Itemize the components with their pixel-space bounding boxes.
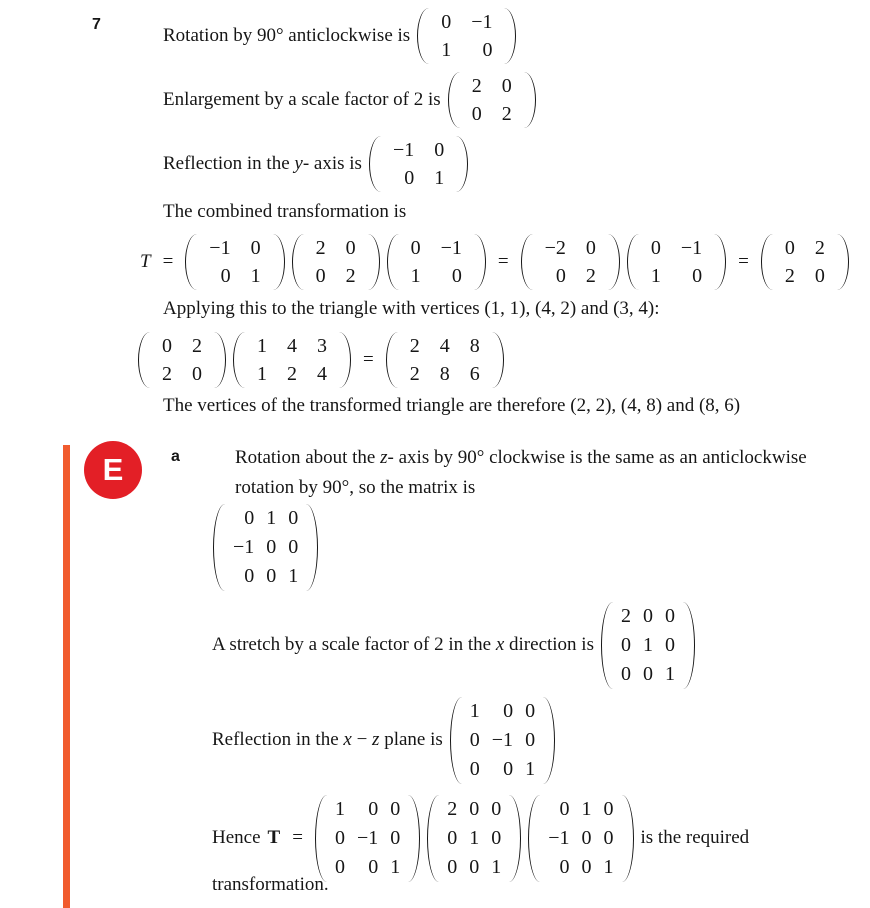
matrix-cell: 1	[491, 855, 502, 878]
part-a-line2: rotation by 90°, so the matrix is	[235, 477, 476, 498]
matrix-grid	[306, 234, 366, 290]
matrix-cell: 0	[664, 604, 675, 627]
matrix-cell: 0	[192, 363, 202, 385]
matrix-rotation-2d	[627, 234, 726, 290]
matrix-cell: 1	[650, 265, 661, 287]
matrix-cell: 1	[250, 265, 261, 287]
reflection-xz-line	[212, 694, 555, 786]
matrix-paren-left	[138, 332, 150, 388]
matrix-grid	[401, 234, 472, 290]
matrix-cell: 0	[315, 265, 326, 287]
matrix-cell: 1	[288, 564, 299, 587]
matrix-cell: 0	[482, 39, 493, 61]
example-badge: E	[84, 441, 142, 499]
matrix-paren-left	[528, 795, 540, 882]
matrix-cell: 2	[471, 75, 482, 97]
hence-tail-text: transformation.	[212, 874, 329, 895]
matrix-paren-right	[456, 136, 468, 192]
matrix-paren-left	[213, 504, 225, 591]
matrix-cell: 0	[501, 75, 512, 97]
enlargement-text: Enlargement by a scale factor of 2 is	[163, 89, 441, 110]
matrix-cell: 1	[469, 826, 480, 849]
rotation-2d-text: Rotation by 90° anticlockwise is	[163, 25, 411, 46]
matrix-cell: −1	[440, 237, 462, 259]
matrix-cell: 0	[404, 167, 415, 189]
matrix-cell: 0	[288, 535, 299, 558]
matrix-cell: −1	[491, 728, 514, 751]
matrix-cell: 1	[441, 39, 452, 61]
matrix-cell: 0	[288, 506, 299, 529]
matrix-cell: 0	[585, 237, 596, 259]
matrix-cell: 0	[469, 855, 480, 878]
matrix-cell: 1	[581, 797, 592, 820]
matrix-paren-right	[837, 234, 849, 290]
matrix-cell: −1	[209, 237, 231, 259]
matrix-cell: 0	[334, 855, 345, 878]
result-vertices-text: The vertices of the transformed triangle are therefore (2, 2), (4, 8) and (8, 6)	[163, 395, 741, 416]
matrix-cell: 0	[447, 826, 458, 849]
matrix-paren-right	[368, 234, 380, 290]
matrix-paren-left	[292, 234, 304, 290]
matrix-grid	[247, 332, 337, 388]
matrix-cell: −1	[471, 11, 493, 33]
matrix-cell: 0	[491, 797, 502, 820]
matrix-enlargement	[292, 234, 380, 290]
matrix-paren-left	[521, 234, 533, 290]
matrix-grid	[542, 795, 619, 882]
matrix-cell: 2	[409, 363, 420, 385]
matrix-cell: 1	[603, 855, 614, 878]
matrix-cell: 1	[525, 757, 536, 780]
matrix-cell: 0	[555, 265, 566, 287]
matrix-cell: 0	[471, 103, 482, 125]
matrix-cell: 2	[501, 103, 512, 125]
apply-equation	[138, 331, 504, 389]
stretch-line	[212, 599, 695, 691]
matrix-rotation-z	[213, 504, 318, 591]
matrix-cell: 1	[266, 506, 277, 529]
matrix-cell: 0	[244, 564, 255, 587]
matrix-cell: 0	[664, 633, 675, 656]
matrix-cell: 0	[525, 728, 536, 751]
part-a-line1: Rotation about the z- axis by 90° clockwise is the same as an anticlockwise	[235, 447, 807, 468]
matrix-paren-right	[683, 602, 695, 689]
combined-transformation-text: The combined transformation is	[163, 201, 407, 222]
matrix-grid	[199, 234, 270, 290]
matrix-paren-right	[504, 8, 516, 64]
matrix-intermediate-product	[521, 234, 620, 290]
matrix-cell: −1	[680, 237, 703, 259]
reflection-y-line	[163, 136, 468, 192]
matrix-paren-left	[627, 234, 639, 290]
matrix-cell: 0	[784, 237, 795, 259]
matrix-paren-right	[492, 332, 504, 388]
matrix-grid	[641, 234, 712, 290]
reflection-y-text: Reflection in the y- axis is	[163, 153, 362, 174]
matrix-cell: 0	[650, 237, 661, 259]
matrix-grid	[383, 136, 454, 192]
matrix-cell: 0	[603, 826, 614, 849]
matrix-cell: 2	[585, 265, 596, 287]
matrix-rotation-z	[528, 795, 633, 882]
matrix-cell: 0	[469, 797, 480, 820]
matrix-cell: 2	[814, 237, 825, 259]
equals-sign: =	[738, 251, 749, 272]
matrix-cell: 2	[409, 335, 420, 357]
matrix-cell: 0	[368, 797, 379, 820]
part-a-label: a	[171, 448, 180, 465]
matrix-cell: −1	[548, 826, 570, 849]
matrix-cell: 0	[559, 797, 570, 820]
matrix-cell: 1	[257, 363, 267, 385]
matrix-paren-right	[339, 332, 351, 388]
matrix-paren-right	[622, 795, 634, 882]
matrix-paren-left	[386, 332, 398, 388]
matrix-cell: 0	[620, 633, 631, 656]
matrix-cell: 0	[266, 535, 277, 558]
matrix-paren-right	[214, 332, 226, 388]
matrix-paren-left	[233, 332, 245, 388]
matrix-T-result	[138, 332, 226, 388]
matrix-cell: 0	[581, 826, 592, 849]
matrix-cell: 0	[503, 757, 514, 780]
matrix-cell: 2	[287, 363, 297, 385]
matrix-cell: 0	[220, 265, 231, 287]
matrix-cell: 0	[620, 662, 631, 685]
matrix-cell: 0	[525, 699, 536, 722]
matrix-cell: 2	[162, 363, 172, 385]
matrix-paren-left	[450, 697, 462, 784]
matrix-cell: 1	[390, 855, 401, 878]
T-symbol-bold: T	[267, 827, 281, 848]
matrix-reflection-y	[369, 136, 468, 192]
matrix-cell: 8	[439, 363, 450, 385]
matrix-paren-right	[509, 795, 521, 882]
matrix-grid	[431, 8, 502, 64]
matrix-cell: 0	[390, 826, 401, 849]
matrix-cell: 0	[642, 662, 653, 685]
matrix-T-result	[761, 234, 849, 290]
matrix-paren-left	[448, 72, 460, 128]
equals-sign: =	[292, 827, 303, 848]
matrix-rotation-2d	[387, 234, 486, 290]
hence-word: Hence	[212, 827, 261, 848]
matrix-cell: 2	[315, 237, 326, 259]
matrix-cell: 4	[439, 335, 450, 357]
example-section-rule	[63, 445, 70, 908]
matrix-grid	[227, 504, 304, 591]
matrix-cell: 0	[469, 757, 480, 780]
matrix-cell: 0	[447, 855, 458, 878]
matrix-cell: −1	[392, 139, 415, 161]
matrix-grid	[441, 795, 507, 882]
matrix-cell: 0	[250, 237, 261, 259]
matrix-grid	[462, 72, 522, 128]
matrix-reflection-y	[185, 234, 284, 290]
matrix-paren-left	[601, 602, 613, 689]
matrix-reflection-xz	[450, 697, 555, 784]
matrix-cell: 2	[192, 335, 202, 357]
matrix-cell: −1	[356, 826, 379, 849]
matrix-paren-left	[417, 8, 429, 64]
matrix-paren-left	[387, 234, 399, 290]
matrix-grid	[464, 697, 541, 784]
matrix-enlargement	[448, 72, 536, 128]
rotation-2d-line	[163, 8, 516, 64]
matrix-cell: 1	[257, 335, 267, 357]
matrix-paren-right	[306, 504, 318, 591]
matrix-cell: 0	[368, 855, 379, 878]
matrix-cell: 1	[469, 699, 480, 722]
stretch-text: A stretch by a scale factor of 2 in the x direction is	[212, 634, 594, 655]
combined-equation	[140, 233, 849, 291]
matrix-cell: 0	[451, 265, 462, 287]
matrix-paren-right	[714, 234, 726, 290]
rotation-z-matrix-line	[213, 503, 318, 591]
matrix-grid	[535, 234, 606, 290]
matrix-paren-right	[608, 234, 620, 290]
matrix-cell: 0	[603, 797, 614, 820]
reflection-xz-text: Reflection in the x − z plane is	[212, 729, 443, 750]
matrix-stretch-x	[427, 795, 521, 882]
matrix-cell: 0	[266, 564, 277, 587]
matrix-grid	[152, 332, 212, 388]
equals-sign: =	[162, 251, 174, 272]
matrix-cell: −1	[233, 535, 255, 558]
matrix-cell: 6	[469, 363, 480, 385]
matrix-cell: 0	[814, 265, 825, 287]
T-symbol: T	[140, 251, 151, 272]
matrix-cell: 1	[642, 633, 653, 656]
matrix-stretch-x	[601, 602, 695, 689]
matrix-cell: 1	[410, 265, 421, 287]
matrix-cell: 0	[334, 826, 345, 849]
enlargement-line	[163, 72, 536, 128]
matrix-cell: 2	[447, 797, 458, 820]
matrix-cell: 1	[434, 167, 445, 189]
hence-post-text: is the required	[640, 827, 750, 848]
matrix-paren-left	[315, 795, 327, 882]
matrix-cell: 4	[317, 363, 327, 385]
matrix-paren-right	[543, 697, 555, 784]
matrix-cell: 2	[345, 265, 356, 287]
matrix-cell: 4	[287, 335, 297, 357]
matrix-paren-left	[761, 234, 773, 290]
matrix-paren-left	[427, 795, 439, 882]
matrix-cell: 0	[441, 11, 452, 33]
matrix-paren-right	[408, 795, 420, 882]
equals-sign: =	[363, 349, 374, 370]
matrix-cell: 0	[491, 826, 502, 849]
problem-number: 7	[92, 16, 101, 33]
matrix-cell: 0	[692, 265, 703, 287]
matrix-cell: 0	[244, 506, 255, 529]
matrix-paren-left	[185, 234, 197, 290]
matrix-paren-left	[369, 136, 381, 192]
matrix-transformed-vertices	[386, 332, 504, 388]
matrix-cell: 0	[469, 728, 480, 751]
matrix-paren-right	[273, 234, 285, 290]
matrix-cell: 0	[559, 855, 570, 878]
matrix-cell: 0	[162, 335, 172, 357]
matrix-cell: 8	[469, 335, 480, 357]
matrix-cell: 3	[317, 335, 327, 357]
matrix-cell: 2	[784, 265, 795, 287]
matrix-cell: 1	[334, 797, 345, 820]
matrix-grid	[615, 602, 681, 689]
matrix-cell: 0	[390, 797, 401, 820]
matrix-cell: 0	[581, 855, 592, 878]
matrix-rotation-2d	[417, 8, 516, 64]
matrix-reflection-xz	[315, 795, 420, 882]
matrix-cell: 0	[410, 237, 421, 259]
hence-equation	[212, 792, 749, 884]
matrix-triangle-vertices	[233, 332, 351, 388]
matrix-cell: 0	[642, 604, 653, 627]
matrix-cell: −2	[544, 237, 566, 259]
matrix-paren-right	[524, 72, 536, 128]
matrix-paren-right	[474, 234, 486, 290]
matrix-cell: 0	[345, 237, 356, 259]
matrix-grid	[329, 795, 406, 882]
equals-sign: =	[497, 251, 509, 272]
matrix-cell: 0	[503, 699, 514, 722]
matrix-grid	[400, 332, 490, 388]
matrix-cell: 1	[664, 662, 675, 685]
matrix-cell: 2	[620, 604, 631, 627]
matrix-cell: 0	[434, 139, 445, 161]
applying-text: Applying this to the triangle with vertices (1, 1), (4, 2) and (3, 4):	[163, 298, 660, 319]
matrix-grid	[775, 234, 835, 290]
